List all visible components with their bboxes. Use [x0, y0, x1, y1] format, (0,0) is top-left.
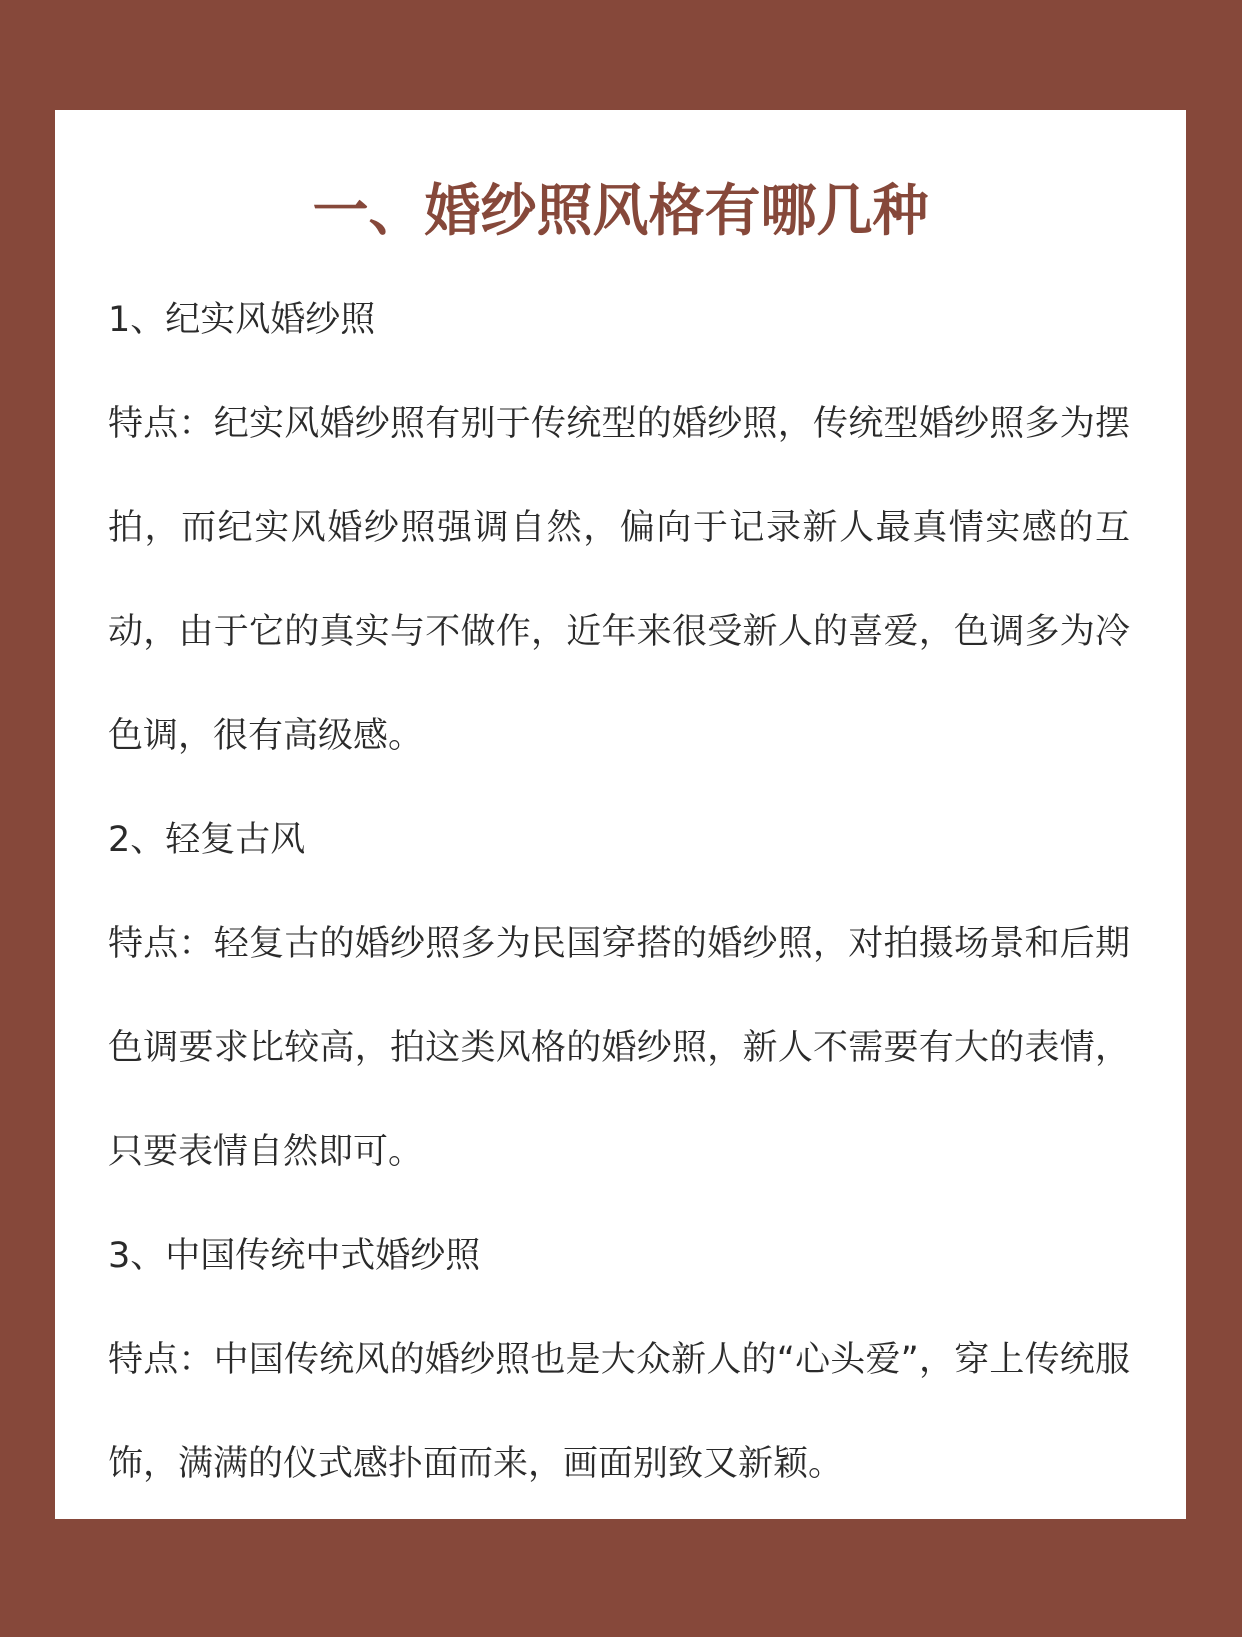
section-paragraph: 特点：纪实风婚纱照有别于传统型的婚纱照，传统型婚纱照多为摆拍，而纪实风婚纱照强调自然，偏向于记录新人最真情实感的互动，由于它的真实与不做作，近年来很受新人的喜爱，色调多为冷色调，很有高级感。	[108, 404, 1130, 756]
page-title: 一、婚纱照风格有哪几种	[312, 179, 929, 244]
section-paragraph: 特点：轻复古的婚纱照多为民国穿搭的婚纱照，对拍摄场景和后期色调要求比较高，拍这类风格的婚纱照，新人不需要有大的表情，只要表情自然即可。	[108, 924, 1130, 1172]
section-heading: 3、中国传统中式婚纱照	[108, 1236, 481, 1276]
section-heading: 2、轻复古风	[108, 820, 306, 860]
content-card	[55, 110, 1186, 1519]
article-body	[108, 268, 1130, 1516]
section-paragraph: 特点：中国传统风的婚纱照也是大众新人的“心头爱”，穿上传统服饰，满满的仪式感扑面而来，画面别致又新颖。	[108, 1340, 1130, 1484]
section-documentary	[108, 268, 1130, 788]
section-heading: 1、纪实风婚纱照	[108, 300, 376, 340]
section-chinese-traditional	[108, 1204, 1130, 1516]
section-light-retro	[108, 788, 1130, 1204]
